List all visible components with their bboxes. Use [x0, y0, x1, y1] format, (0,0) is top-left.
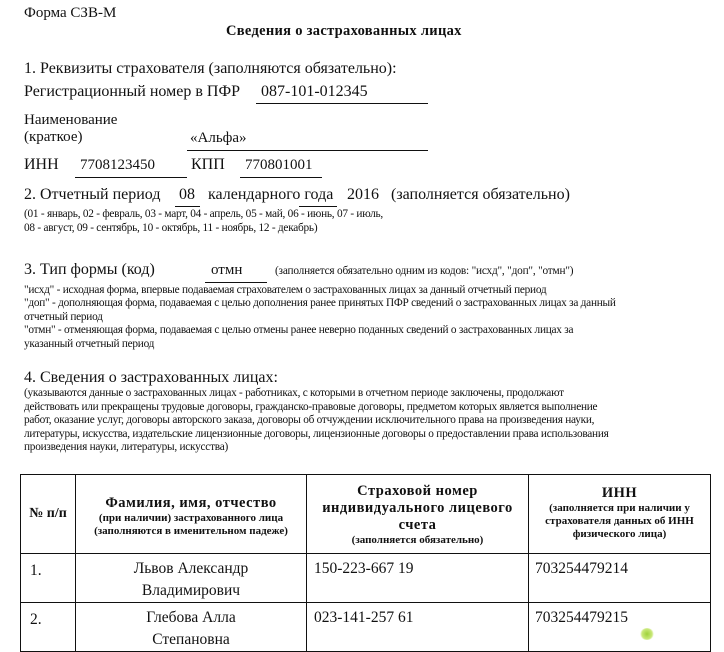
name-label	[24, 112, 117, 146]
section4-description	[24, 387, 609, 455]
header-fio-sub2: (заполняются в именительном падеже)	[94, 524, 288, 537]
year-label: календарного года	[208, 186, 334, 203]
row-fio-line1: Глебова Алла	[146, 609, 236, 626]
header-num-label: № п/п	[29, 506, 67, 521]
section4-heading: 4. Сведения о застрахованных лицах:	[24, 369, 278, 386]
year-value: 2016	[347, 186, 379, 203]
header-snils	[307, 475, 529, 554]
row-fio	[76, 554, 307, 603]
insured-persons-table	[20, 474, 711, 652]
header-snils-sub: (заполняется обязательно)	[351, 534, 484, 546]
months-line-2: 08 - август, 09 - сентябрь, 10 - октябрь, 11 - ноябрь, 12 - декабрь)	[24, 222, 318, 234]
header-inn-sub2: страхователя данных об ИНН	[545, 515, 694, 527]
section2-note: (заполняется обязательно)	[391, 186, 570, 203]
kpp-field[interactable]	[240, 157, 322, 178]
kpp-value: 770801001	[245, 157, 313, 173]
table-header-row	[21, 475, 711, 554]
description-line: произведения науки, литературы, искусства)	[24, 441, 228, 454]
description-line: действовать или прекращены трудовые договоры, гражданско-правовые договоры, предметом которых является выполнение	[24, 400, 598, 413]
reg-number-value: 087-101-012345	[261, 83, 368, 100]
kpp-label: КПП	[191, 156, 225, 173]
header-fio-main: Фамилия, имя, отчество	[105, 494, 277, 511]
description-line: работ, оказание услуг, договоры авторского заказа, договоры об отчуждении исключительного права на произведения науки,	[24, 414, 595, 427]
section2-heading: 2. Отчетный период	[24, 186, 161, 203]
form-type-legend	[24, 284, 616, 351]
row-snils: 023-141-257 61	[307, 603, 529, 652]
inn-label: ИНН	[24, 156, 59, 173]
inn-value: 7708123450	[80, 157, 155, 173]
section3-note: (заполняется обязательно одним из кодов: "исхд", "доп", "отмн")	[275, 265, 574, 277]
description-line: (указываются данные о застрахованных лицах - работниках, с которыми в отчетном периоде заключены, продолжают	[24, 387, 564, 399]
header-inn	[529, 475, 711, 554]
watermark-blob	[640, 628, 654, 640]
form-type-field[interactable]	[205, 262, 267, 283]
inn-field[interactable]	[75, 157, 187, 178]
name-label-line1: Наименование	[24, 112, 118, 128]
row-num: 1.	[21, 554, 76, 603]
name-value: «Альфа»	[190, 130, 247, 146]
page-title: Сведения о застрахованных лицах	[226, 23, 462, 39]
row-inn: 703254479215	[529, 603, 711, 652]
table-row	[21, 603, 711, 652]
header-snils-main3: счета	[398, 517, 437, 533]
header-inn-main: ИНН	[601, 485, 638, 501]
row-num: 2.	[21, 603, 76, 652]
header-inn-sub1: (заполняется при наличии у	[549, 502, 690, 514]
period-value: 08	[179, 186, 195, 203]
row-fio-line2: Владимирович	[141, 582, 241, 599]
form-type-value: отмн	[211, 262, 243, 278]
reg-number-label: Регистрационный номер в ПФР	[24, 83, 240, 100]
section3-heading: 3. Тип формы (код)	[24, 261, 155, 278]
header-snils-main2: индивидуального лицевого	[322, 500, 513, 516]
header-inn-sub3: физического лица)	[572, 528, 667, 540]
table-row	[21, 554, 711, 603]
row-snils: 150-223-667 19	[307, 554, 529, 603]
name-label-line2: (краткое)	[24, 129, 83, 145]
year-field[interactable]	[342, 186, 384, 204]
row-inn: 703254479214	[529, 554, 711, 603]
name-field[interactable]	[187, 130, 428, 151]
header-snils-main1: Страховой номер	[357, 483, 478, 499]
row-fio-line1: Львов Александр	[133, 560, 249, 577]
months-legend	[24, 207, 383, 235]
header-fio	[76, 475, 307, 554]
legend-line: отчетный период	[24, 310, 103, 323]
description-line: литературы, искусства, издательские лицензионные договоры, лицензионные договоры о предоставлении права использования	[24, 427, 609, 440]
header-num	[21, 475, 76, 554]
reg-number-field[interactable]	[256, 83, 428, 104]
legend-line: "доп" - дополняющая форма, подаваемая с целью дополнения ранее принятых ПФР сведений о застрахованных лицах за данный	[24, 297, 616, 310]
months-line-1: (01 - январь, 02 - февраль, 03 - март, 04 - апрель, 05 - май, 06 - июнь, 07 - июль,	[24, 208, 383, 220]
legend-line: указанный отчетный период	[24, 337, 155, 350]
form-label: Форма СЗВ-М	[24, 5, 117, 21]
period-field[interactable]	[175, 186, 199, 204]
row-fio	[76, 603, 307, 652]
legend-line: "исхд" - исходная форма, впервые подаваемая страхователем о застрахованных лицах за данный отчетный период	[24, 284, 547, 296]
row-fio-line2: Степановна	[152, 631, 230, 648]
header-fio-sub1: (при наличии) застрахованного лица	[98, 511, 284, 524]
section1-heading: 1. Реквизиты страхователя (заполняются обязательно):	[24, 60, 397, 77]
legend-line: "отмн" - отменяющая форма, подаваемая с целью отмены ранее неверно поданных сведений о застрахованных лицах за	[24, 324, 574, 337]
